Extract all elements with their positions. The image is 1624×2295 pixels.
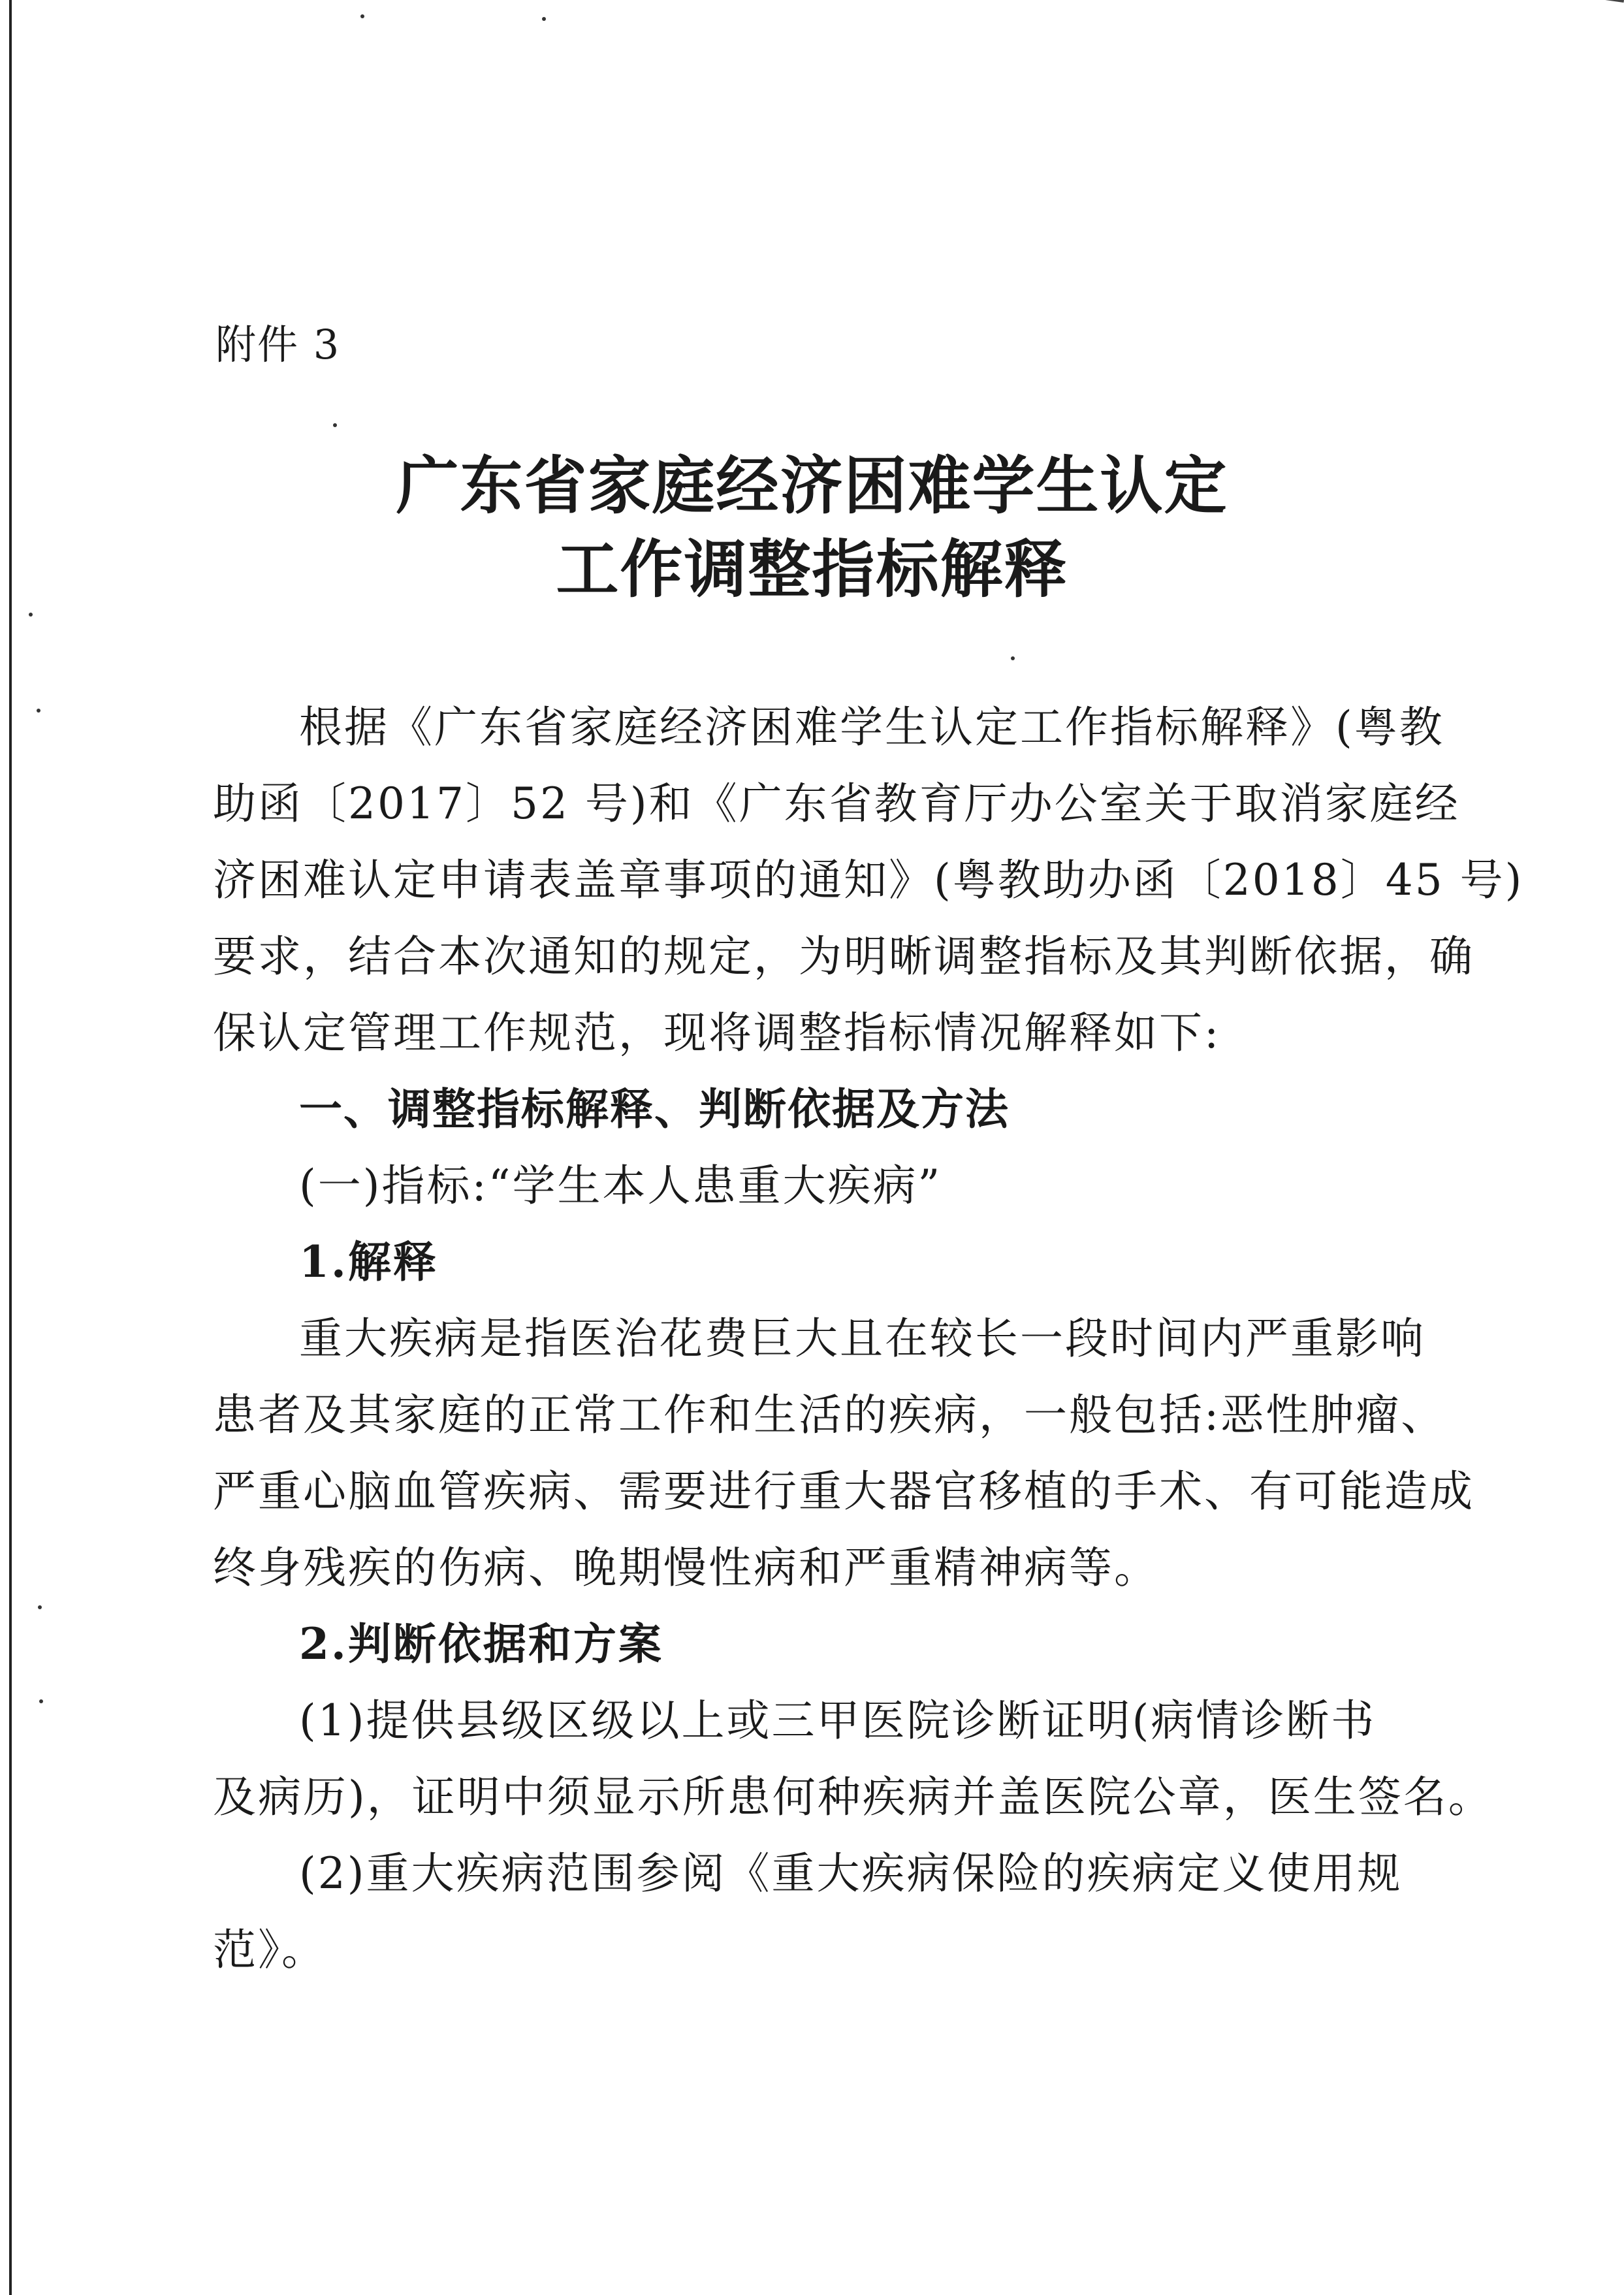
scan-speck bbox=[542, 17, 546, 21]
intro-line: 济困难认定申请表盖章事项的通知》(粤教助办函〔2018〕45 号) bbox=[213, 855, 1524, 905]
document-body bbox=[213, 689, 1524, 1988]
scan-speck bbox=[37, 709, 40, 713]
subsection-heading: (一)指标:“学生本人患重大疾病” bbox=[299, 1161, 942, 1211]
item-heading: 2.判断依据和方案 bbox=[299, 1618, 663, 1669]
scan-edge-left bbox=[9, 0, 12, 2295]
item-line: 重大疾病是指医治花费巨大且在较长一段时间内严重影响 bbox=[299, 1313, 1425, 1364]
title-line-1: 广东省家庭经济困难学生认定 bbox=[396, 449, 1228, 522]
scan-speck bbox=[333, 423, 337, 427]
intro-line: 要求，结合本次通知的规定，为明晰调整指标及其判断依据，确 bbox=[213, 931, 1474, 982]
scan-edge-corner bbox=[1565, 0, 1624, 3]
intro-line: 助函〔2017〕52 号)和《广东省教育厅办公室关于取消家庭经 bbox=[213, 778, 1460, 829]
point-line: (1)提供县级区级以上或三甲医院诊断证明(病情诊断书 bbox=[299, 1695, 1377, 1746]
scan-speck bbox=[1011, 656, 1015, 660]
scan-speck bbox=[38, 1605, 42, 1609]
item-line: 严重心脑血管疾病、需要进行重大器官移植的手术、有可能造成 bbox=[213, 1466, 1474, 1517]
scan-speck bbox=[39, 1699, 43, 1703]
section-heading: 一、调整指标解释、判断依据及方法 bbox=[299, 1084, 1010, 1134]
scan-speck bbox=[360, 14, 364, 18]
item-heading: 1.解释 bbox=[299, 1236, 438, 1287]
document-title bbox=[0, 444, 1624, 611]
intro-line: 保认定管理工作规范，现将调整指标情况解释如下: bbox=[213, 1008, 1221, 1058]
point-line: 及病历)，证明中须显示所患何种疾病并盖医院公章，医生签名。 bbox=[213, 1772, 1493, 1822]
point-line: (2)重大疾病范围参阅《重大疾病保险的疾病定义使用规 bbox=[299, 1848, 1403, 1899]
scan-speck bbox=[29, 613, 33, 617]
point-line: 范》。 bbox=[213, 1925, 326, 1975]
title-line-2: 工作调整指标解释 bbox=[556, 532, 1068, 606]
item-line: 终身残疾的伤病、晚期慢性病和严重精神病等。 bbox=[213, 1543, 1159, 1593]
attachment-label: 附件 3 bbox=[215, 321, 341, 368]
item-line: 患者及其家庭的正常工作和生活的疾病，一般包括:恶性肿瘤、 bbox=[213, 1390, 1446, 1440]
intro-line: 根据《广东省家庭经济困难学生认定工作指标解释》(粤教 bbox=[299, 702, 1444, 752]
